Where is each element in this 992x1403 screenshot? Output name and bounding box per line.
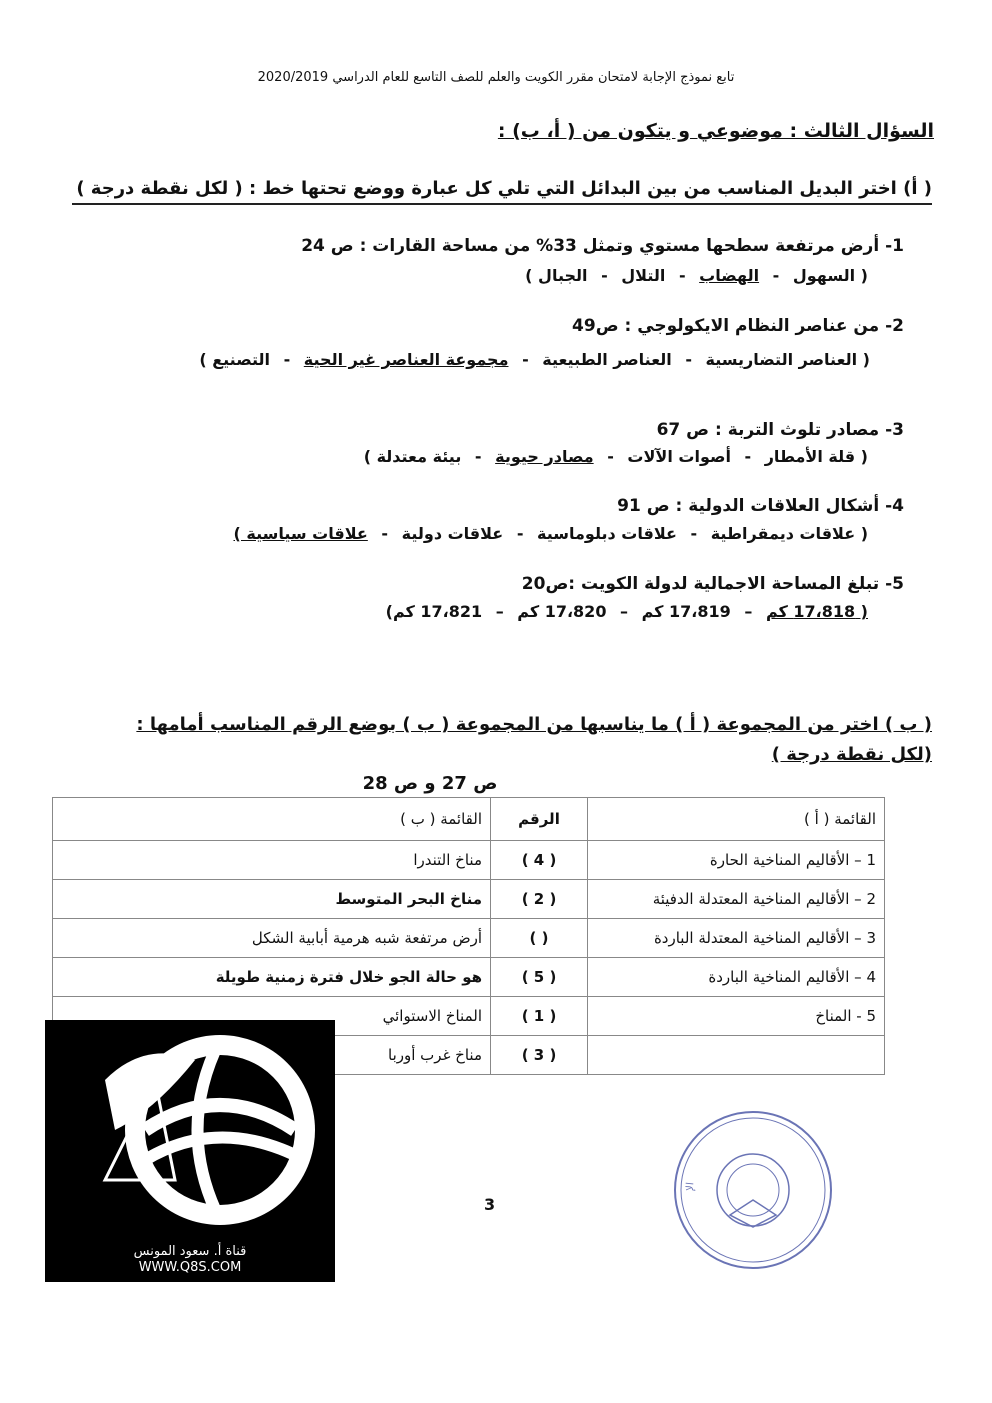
table-header-row xyxy=(53,798,885,841)
option: بيئة معتدلة ) xyxy=(363,447,462,466)
option: 17،820 كم xyxy=(517,602,607,621)
separator: - xyxy=(607,447,614,466)
option: 17،821 كم) xyxy=(385,602,483,621)
separator: - xyxy=(522,350,529,369)
separator: - xyxy=(690,524,698,543)
separator: - xyxy=(772,266,780,285)
item-4-options xyxy=(72,524,872,543)
item-1-stem: 1- أرض مرتفعة سطحها مستوي وتمثل 33% من مساحة القارات : ص 24 xyxy=(301,236,904,256)
logo-website: WWW.Q8S.COM xyxy=(138,1260,242,1275)
item-5-stem: 5- تبلغ المساحة الاجمالية لدولة الكويت :ص20 xyxy=(521,574,904,594)
option: التصنيع ) xyxy=(199,350,270,369)
separator: – xyxy=(744,602,753,621)
cell-list-b: مناخ التندرا xyxy=(53,841,491,880)
question-title: السؤال الثالث : موضوعي و يتكون من ( أ، ب) : xyxy=(497,120,934,142)
cell-list-b: مناخ البحر المتوسط xyxy=(53,880,491,919)
cell-list-b: مناخ غرب أوربا xyxy=(53,1036,491,1075)
separator: – xyxy=(620,602,629,621)
item-3-options xyxy=(72,447,872,466)
cell-number: ( 1 ) xyxy=(491,997,588,1036)
option: التلال xyxy=(621,266,666,285)
separator: - xyxy=(474,447,482,466)
table-row xyxy=(53,919,885,958)
option: ( العناصر التضاريسية xyxy=(705,350,870,369)
separator: - xyxy=(283,350,291,369)
option: 17،819 كم xyxy=(641,602,731,621)
cell-number: ( 4 ) xyxy=(491,841,588,880)
separator: - xyxy=(685,350,692,369)
page-reference: ص 27 و ص 28 xyxy=(362,773,498,794)
header-number: الرقم xyxy=(491,798,588,841)
option: علاقات دولية xyxy=(401,524,504,543)
separator: – xyxy=(495,602,504,621)
option: ( علاقات ديمقراطية xyxy=(710,524,868,543)
cell-list-a: 2 – الأقاليم المناخية المعتدلة الدفيئة xyxy=(588,880,885,919)
option: الجبال ) xyxy=(525,266,588,285)
page-header: تابع نموذج الإجابة لامتحان مقرر الكويت والعلم للصف التاسع للعام الدراسي 2020/2019 xyxy=(257,70,735,85)
item-2-stem: 2- من عناصر النظام الايكولوجي : ص49 xyxy=(572,316,904,336)
item-5-options xyxy=(72,602,872,621)
separator: - xyxy=(601,266,608,285)
separator: - xyxy=(381,524,389,543)
cell-number: ( 5 ) xyxy=(491,958,588,997)
table-row xyxy=(53,841,885,880)
table-row xyxy=(53,958,885,997)
cell-list-b: أرض مرتفعة شبه هرمية أبابية الشكل xyxy=(53,919,491,958)
option-answer: مجموعة العناصر غير الحية xyxy=(303,350,509,369)
cell-list-a: 3 – الأقاليم المناخية المعتدلة الباردة xyxy=(588,919,885,958)
section-a-instruction: ( أ) اختر البديل المناسب من بين البدائل التي تلي كل عبارة ووضع تحتها خط : ( لكل نقطة درجة ) xyxy=(72,178,932,205)
separator: - xyxy=(516,524,524,543)
cell-list-a: 5 - المناخ xyxy=(588,997,885,1036)
official-seal xyxy=(668,1105,838,1275)
option-answer: علاقات سياسية ) xyxy=(233,524,368,543)
channel-logo xyxy=(45,1020,335,1282)
option: العناصر الطبيعية xyxy=(542,350,672,369)
cell-number: ( 2 ) xyxy=(491,880,588,919)
seal-stamp-icon xyxy=(668,1105,838,1275)
option-answer: ( 17،818 كم xyxy=(765,602,868,621)
logo-channel-name: قناة أ. سعود المونس xyxy=(133,1244,247,1259)
cell-number: ( ) xyxy=(491,919,588,958)
section-b-line1: ( ب ) اختر من المجموعة ( أ ) ما يناسبها من المجموعة ( ب ) بوضع الرقم المناسب أمامها : xyxy=(136,714,932,735)
page-number: 3 xyxy=(484,1195,496,1214)
option: أصوات الآلات xyxy=(627,447,731,466)
table-row xyxy=(53,880,885,919)
option: ( السهول xyxy=(792,266,868,285)
cell-list-a xyxy=(588,1036,885,1075)
header-list-a: القائمة ( أ ) xyxy=(588,798,885,841)
header-list-b: القائمة ( ب ) xyxy=(53,798,491,841)
cell-number: ( 3 ) xyxy=(491,1036,588,1075)
separator: - xyxy=(744,447,752,466)
section-b-line2: (لكل نقطة درجة ) xyxy=(771,744,932,765)
separator: - xyxy=(678,266,686,285)
option-answer: مصادر حيوية xyxy=(495,447,594,466)
cell-list-a: 4 – الأقاليم المناخية الباردة xyxy=(588,958,885,997)
item-2-options xyxy=(74,350,874,369)
globe-icon xyxy=(45,1020,335,1250)
option: علاقات دبلوماسية xyxy=(537,524,677,543)
item-3-stem: 3- مصادر تلوث التربة : ص 67 xyxy=(656,420,904,440)
item-4-stem: 4- أشكال العلاقات الدولية : ص 91 xyxy=(617,496,904,516)
item-1-options xyxy=(72,266,872,285)
option: ( قلة الأمطار xyxy=(764,447,868,466)
section-b-instruction xyxy=(72,710,932,770)
cell-list-b: المناخ الاستوائي xyxy=(53,997,491,1036)
cell-list-b: هو حالة الجو خلال فترة زمنية طويلة xyxy=(53,958,491,997)
cell-list-a: 1 – الأقاليم المناخية الحارة xyxy=(588,841,885,880)
option-answer: الهضاب xyxy=(699,266,760,285)
seal-text: الإ xyxy=(684,1181,697,1192)
